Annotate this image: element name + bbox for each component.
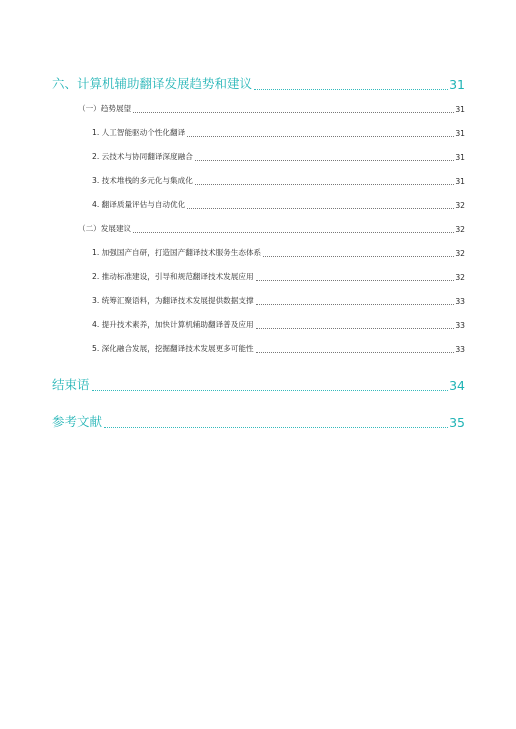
dot-leader <box>187 136 454 137</box>
toc-entry-title: 1. 加强国产自研，打造国产翻译技术服务生态体系 <box>92 248 262 257</box>
dot-leader <box>256 352 455 353</box>
toc-page-number: 31 <box>455 129 465 138</box>
toc-entry-title: 参考文献 <box>52 414 103 429</box>
toc-page-number: 35 <box>449 415 465 430</box>
dot-leader <box>256 280 455 281</box>
dot-leader <box>104 427 448 428</box>
dot-leader <box>133 112 454 113</box>
toc-conclusion[interactable] <box>52 375 465 393</box>
toc-entry-title: 1. 人工智能驱动个性化翻译 <box>92 128 186 137</box>
toc-item[interactable] <box>92 175 465 186</box>
dot-leader <box>256 304 455 305</box>
toc-entry-title: 六、计算机辅助翻译发展趋势和建议 <box>52 76 253 91</box>
dot-leader <box>133 232 454 233</box>
toc-page-number: 32 <box>455 273 465 282</box>
toc-item[interactable] <box>92 319 465 330</box>
toc-page-number: 31 <box>455 177 465 186</box>
toc-item[interactable] <box>92 343 465 354</box>
toc-page-number: 32 <box>455 201 465 210</box>
toc-page-number: 31 <box>455 105 465 114</box>
toc-entry-title: 结束语 <box>52 377 90 392</box>
toc-section-suggestions[interactable] <box>78 223 465 234</box>
toc-item[interactable] <box>92 199 465 210</box>
toc-item[interactable] <box>92 295 465 306</box>
dot-leader <box>92 390 449 391</box>
dot-leader <box>256 328 455 329</box>
toc-entry-title: 4. 提升技术素养，加快计算机辅助翻译普及应用 <box>92 320 254 329</box>
toc-page-number: 31 <box>449 77 465 92</box>
toc-chapter-6[interactable] <box>52 74 465 92</box>
dot-leader <box>195 184 455 185</box>
toc-item[interactable] <box>92 271 465 282</box>
toc-item[interactable] <box>92 247 465 258</box>
toc-page-number: 34 <box>449 378 465 393</box>
toc-entry-title: 2. 推动标准建设，引导和规范翻译技术发展应用 <box>92 272 254 281</box>
toc-entry-title: 3. 技术堆栈的多元化与集成化 <box>92 176 193 185</box>
toc-entry-title: 5. 深化融合发展，挖掘翻译技术发展更多可能性 <box>92 344 254 353</box>
toc-entry-title: （一）趋势展望 <box>78 104 132 113</box>
toc-section-trends[interactable] <box>78 103 465 114</box>
toc-item[interactable] <box>92 127 465 138</box>
toc-entry-title: 2. 云技术与协同翻译深度融合 <box>92 152 193 161</box>
toc-page-number: 33 <box>455 345 465 354</box>
dot-leader <box>254 89 448 90</box>
toc-entry-title: （二）发展建议 <box>78 224 132 233</box>
toc-page-number: 33 <box>455 297 465 306</box>
dot-leader <box>263 256 454 257</box>
toc-page-number: 32 <box>455 249 465 258</box>
toc-entry-title: 3. 统筹汇聚语料，为翻译技术发展提供数据支撑 <box>92 296 254 305</box>
dot-leader <box>187 208 454 209</box>
toc-references[interactable] <box>52 412 465 430</box>
toc-entry-title: 4. 翻译质量评估与自动优化 <box>92 200 186 209</box>
dot-leader <box>195 160 455 161</box>
toc-page-number: 32 <box>455 225 465 234</box>
toc-item[interactable] <box>92 151 465 162</box>
toc-page-number: 31 <box>455 153 465 162</box>
toc-page-number: 33 <box>455 321 465 330</box>
